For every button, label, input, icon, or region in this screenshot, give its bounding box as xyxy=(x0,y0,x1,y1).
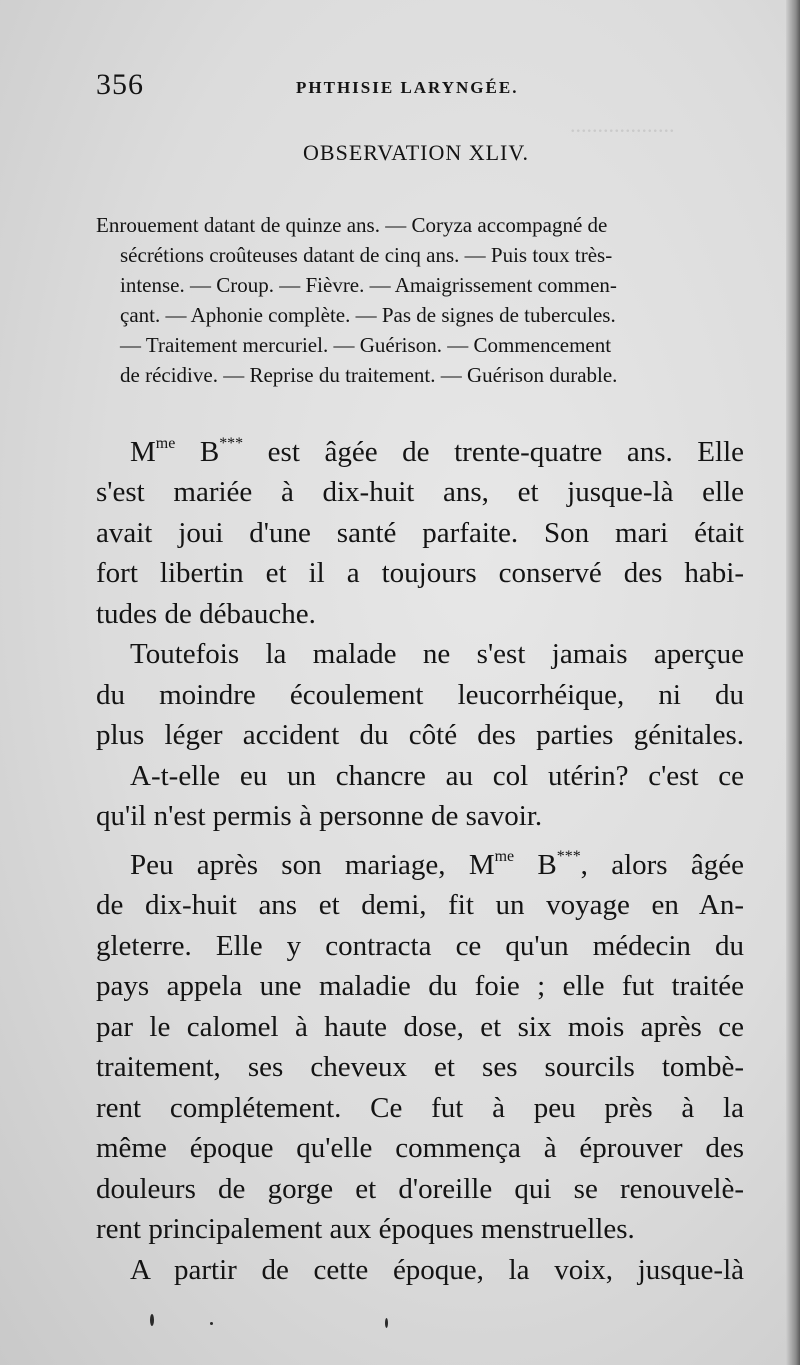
observation-title: OBSERVATION XLIV. xyxy=(303,140,529,165)
paragraph-line: avait joui d'une santé parfaite. Son mari était xyxy=(96,516,744,549)
page-number: 356 xyxy=(96,68,144,101)
observation-summary xyxy=(96,210,736,390)
superscript: *** xyxy=(219,435,244,452)
text-run: B xyxy=(175,435,220,468)
paragraph-line: qu'il n'est permis à personne de savoir. xyxy=(96,800,543,833)
superscript: me xyxy=(494,847,515,865)
paragraph-line: plus léger accident du côté des parties génitales. xyxy=(96,719,744,752)
superscript: me xyxy=(155,435,176,452)
paragraph-line xyxy=(96,424,744,472)
superscript: *** xyxy=(556,847,581,865)
bleed-through: ................... xyxy=(570,112,675,137)
text-run: , alors âgée xyxy=(580,848,744,881)
page-header xyxy=(96,68,736,108)
paragraph-line: du moindre écoulement leucorrhéique, ni du xyxy=(96,678,744,711)
paragraph-line: tudes de débauche. xyxy=(96,597,316,630)
paragraph-line: A-t-elle eu un chancre au col utérin? c'est ce xyxy=(130,759,744,792)
summary-line: intense. — Croup. — Fièvre. — Amaigrissement commen- xyxy=(120,273,617,297)
body-text xyxy=(96,424,744,1290)
running-head: PHTHISIE LARYNGÉE. xyxy=(296,78,519,97)
summary-line: de récidive. — Reprise du traitement. — Guérison durable. xyxy=(120,363,618,387)
ink-speck xyxy=(385,1318,388,1328)
paragraph-line: de dix-huit ans et demi, fit un voyage en An- xyxy=(96,889,744,921)
text-run: M xyxy=(130,435,156,468)
paragraph-line: douleurs de gorge et d'oreille qui se renouvelè- xyxy=(96,1172,744,1205)
paragraph-line: Toutefois la malade ne s'est jamais aperçue xyxy=(130,638,744,671)
ink-specks xyxy=(120,1300,420,1350)
summary-line: çant. — Aphonie complète. — Pas de signes de tubercules. xyxy=(120,303,616,327)
paragraph-line: pays appela une maladie du foie ; elle fut traitée xyxy=(96,970,744,1002)
text-run: B xyxy=(514,848,557,881)
paragraph-line: par le calomel à haute dose, et six mois après ce xyxy=(96,1010,744,1043)
paragraph-line: gleterre. Elle y contracta ce qu'un médecin du xyxy=(96,929,744,962)
text-run: est âgée de trente-quatre ans. Elle xyxy=(243,435,745,468)
paragraph-line: fort libertin et il a toujours conservé des habi- xyxy=(96,557,744,590)
text-run: Peu après son mariage, M xyxy=(130,848,495,881)
paragraph-line: s'est mariée à dix-huit ans, et jusque-là elle xyxy=(96,476,744,509)
paragraph-line: rent complétement. Ce fut à peu près à la xyxy=(96,1091,744,1124)
paragraph-line xyxy=(96,837,744,885)
ink-speck xyxy=(150,1314,154,1326)
paragraph-line: rent principalement aux époques menstruelles. xyxy=(96,1213,635,1245)
summary-line: sécrétions croûteuses datant de cinq ans. — Puis toux très- xyxy=(120,243,613,267)
paragraph-line: traitement, ses cheveux et ses sourcils tombè- xyxy=(96,1051,744,1083)
paragraph-line: même époque qu'elle commença à éprouver des xyxy=(96,1132,744,1164)
paragraph-line: A partir de cette époque, la voix, jusque-là xyxy=(130,1253,744,1286)
summary-line: — Traitement mercuriel. — Guérison. — Commencement xyxy=(120,333,612,357)
ink-speck xyxy=(210,1322,213,1325)
summary-line: Enrouement datant de quinze ans. — Coryza accompagné de xyxy=(96,213,608,237)
page-edge xyxy=(786,0,800,1365)
